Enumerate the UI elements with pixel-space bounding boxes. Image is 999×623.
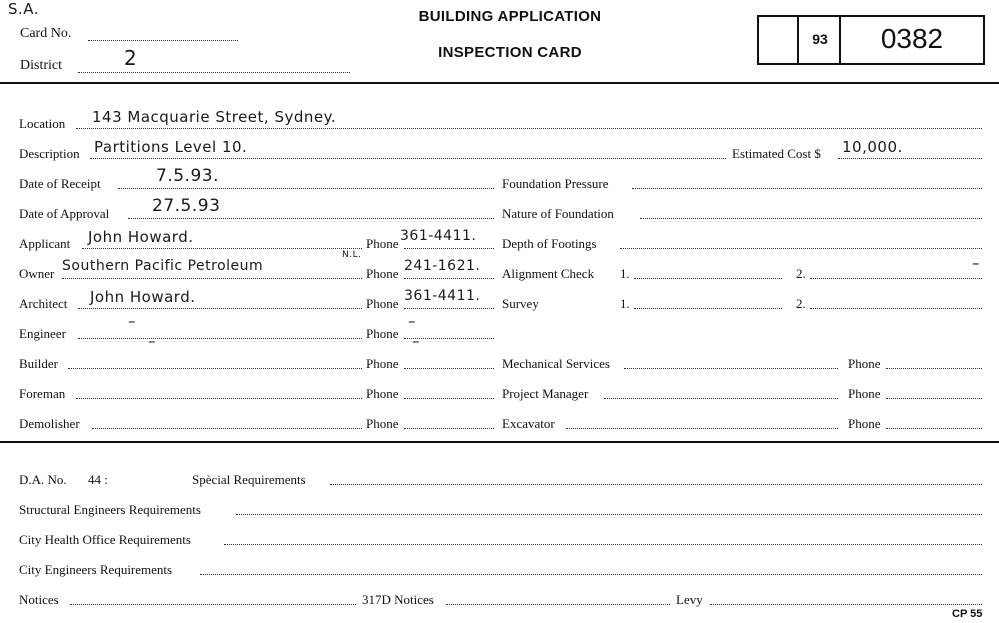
applicant-phone-field[interactable] xyxy=(404,248,494,249)
engineers-requirements-field[interactable] xyxy=(200,574,982,575)
applicant-phone-value: 361-4411. xyxy=(400,228,477,244)
owner-label: Owner xyxy=(19,266,55,281)
notices-field[interactable] xyxy=(70,604,356,605)
notices-317d-label: 317D Notices xyxy=(362,592,434,607)
da-no-value: 44 : xyxy=(88,472,108,487)
notices-317d-field[interactable] xyxy=(446,604,670,605)
notices-label: Notices xyxy=(19,592,59,607)
date-approval-field[interactable] xyxy=(128,218,494,219)
date-receipt-field[interactable] xyxy=(118,188,494,189)
project-manager-field[interactable] xyxy=(604,398,838,399)
form-title: BUILDING APPLICATION xyxy=(418,8,602,25)
owner-field[interactable] xyxy=(62,278,362,279)
date-approval-label: Date of Approval xyxy=(19,206,110,221)
owner-phone-value: 241-1621. xyxy=(404,258,481,274)
alignment-item-1-label: 1. xyxy=(620,266,630,281)
description-field[interactable] xyxy=(90,158,726,159)
corner-note: S.A. xyxy=(8,0,40,18)
alignment-check-value: – xyxy=(972,254,980,272)
depth-footings-field[interactable] xyxy=(620,248,982,249)
demolisher-phone-label: Phone xyxy=(366,416,399,431)
owner-phone-label: Phone xyxy=(366,266,399,281)
form-code: CP 55 xyxy=(952,608,983,620)
alignment-check-label: Alignment Check xyxy=(502,266,595,281)
survey-item-1-label: 1. xyxy=(620,296,630,311)
mechanical-phone-field[interactable] xyxy=(886,368,982,369)
district-label: District xyxy=(20,58,62,73)
excavator-field[interactable] xyxy=(566,428,838,429)
foundation-pressure-field[interactable] xyxy=(632,188,982,189)
structural-requirements-field[interactable] xyxy=(236,514,982,515)
location-field[interactable] xyxy=(76,128,982,129)
district-field[interactable] xyxy=(78,72,350,73)
mechanical-field[interactable] xyxy=(624,368,838,369)
survey-label: Survey xyxy=(502,296,539,311)
applicant-field[interactable] xyxy=(82,248,362,249)
foreman-label: Foreman xyxy=(19,386,66,401)
estimated-cost-field[interactable] xyxy=(838,158,982,159)
builder-value: – xyxy=(148,332,156,350)
foreman-phone-label: Phone xyxy=(366,386,399,401)
demolisher-label: Demolisher xyxy=(19,416,80,431)
engineer-value: – xyxy=(128,312,136,330)
architect-phone-value: 361-4411. xyxy=(404,288,481,304)
nature-foundation-field[interactable] xyxy=(640,218,982,219)
demolisher-field[interactable] xyxy=(92,428,362,429)
card-box-blank-cell xyxy=(759,17,799,63)
applicant-label: Applicant xyxy=(19,236,71,251)
project-manager-phone-field[interactable] xyxy=(886,398,982,399)
date-approval-value: 27.5.93 xyxy=(152,196,221,216)
owner-note: N.L. xyxy=(342,250,362,260)
header-divider xyxy=(0,82,999,84)
da-no-label: D.A. No. xyxy=(19,472,67,487)
foundation-pressure-label: Foundation Pressure xyxy=(502,176,609,191)
builder-phone-label: Phone xyxy=(366,356,399,371)
foreman-field[interactable] xyxy=(76,398,362,399)
structural-requirements-label: Structural Engineers Requirements xyxy=(19,502,201,517)
special-requirements-field[interactable] xyxy=(330,484,982,485)
description-value: Partitions Level 10. xyxy=(94,138,248,156)
owner-value: Southern Pacific Petroleum xyxy=(62,258,264,274)
excavator-phone-label: Phone xyxy=(848,416,881,431)
levy-label: Levy xyxy=(676,592,703,607)
applicant-phone-label: Phone xyxy=(366,236,399,251)
district-value: 2 xyxy=(124,46,138,70)
engineer-field[interactable] xyxy=(78,338,362,339)
foreman-phone-field[interactable] xyxy=(404,398,494,399)
nature-foundation-label: Nature of Foundation xyxy=(502,206,614,221)
engineer-phone-label: Phone xyxy=(366,326,399,341)
survey-1-field[interactable] xyxy=(634,308,782,309)
excavator-label: Excavator xyxy=(502,416,555,431)
applicant-value: John Howard. xyxy=(88,228,194,246)
engineer-phone-value: – xyxy=(408,312,416,330)
depth-footings-label: Depth of Footings xyxy=(502,236,597,251)
survey-item-2-label: 2. xyxy=(796,296,806,311)
survey-2-field[interactable] xyxy=(810,308,982,309)
card-number-box xyxy=(757,15,985,65)
builder-phone-field[interactable] xyxy=(404,368,494,369)
form-subtitle: INSPECTION CARD xyxy=(438,44,582,61)
architect-field[interactable] xyxy=(78,308,362,309)
engineers-requirements-label: City Engineers Requirements xyxy=(19,562,173,577)
builder-field[interactable] xyxy=(68,368,362,369)
location-value: 143 Macquarie Street, Sydney. xyxy=(92,108,337,126)
project-manager-phone-label: Phone xyxy=(848,386,881,401)
architect-label: Architect xyxy=(19,296,68,311)
card-no-field[interactable] xyxy=(88,40,238,41)
mechanical-phone-label: Phone xyxy=(848,356,881,371)
builder-label: Builder xyxy=(19,356,58,371)
engineer-label: Engineer xyxy=(19,326,66,341)
estimated-cost-value: 10,000. xyxy=(842,138,903,156)
excavator-phone-field[interactable] xyxy=(886,428,982,429)
alignment-check-1-field[interactable] xyxy=(634,278,782,279)
description-label: Description xyxy=(19,146,80,161)
architect-phone-field[interactable] xyxy=(404,308,494,309)
builder-phone-value: – xyxy=(412,332,420,350)
project-manager-label: Project Manager xyxy=(502,386,589,401)
health-requirements-field[interactable] xyxy=(224,544,982,545)
architect-phone-label: Phone xyxy=(366,296,399,311)
mechanical-label: Mechanical Services xyxy=(502,356,610,371)
levy-field[interactable] xyxy=(710,604,982,605)
architect-value: John Howard. xyxy=(90,288,196,306)
date-receipt-label: Date of Receipt xyxy=(19,176,101,191)
health-requirements-label: City Health Office Requirements xyxy=(19,532,191,547)
owner-phone-field[interactable] xyxy=(404,278,494,279)
date-receipt-value: 7.5.93. xyxy=(156,166,219,186)
location-label: Location xyxy=(19,116,66,131)
special-requirements-label: Spècial Requirements xyxy=(192,472,306,487)
card-number: 0382 xyxy=(880,23,944,54)
demolisher-phone-field[interactable] xyxy=(404,428,494,429)
alignment-item-2-label: 2. xyxy=(796,266,806,281)
card-year: 93 xyxy=(812,31,828,47)
section-divider xyxy=(0,441,999,443)
estimated-cost-label: Estimated Cost $ xyxy=(732,146,821,161)
alignment-check-2-field[interactable] xyxy=(810,278,982,279)
card-no-label: Card No. xyxy=(20,26,72,41)
